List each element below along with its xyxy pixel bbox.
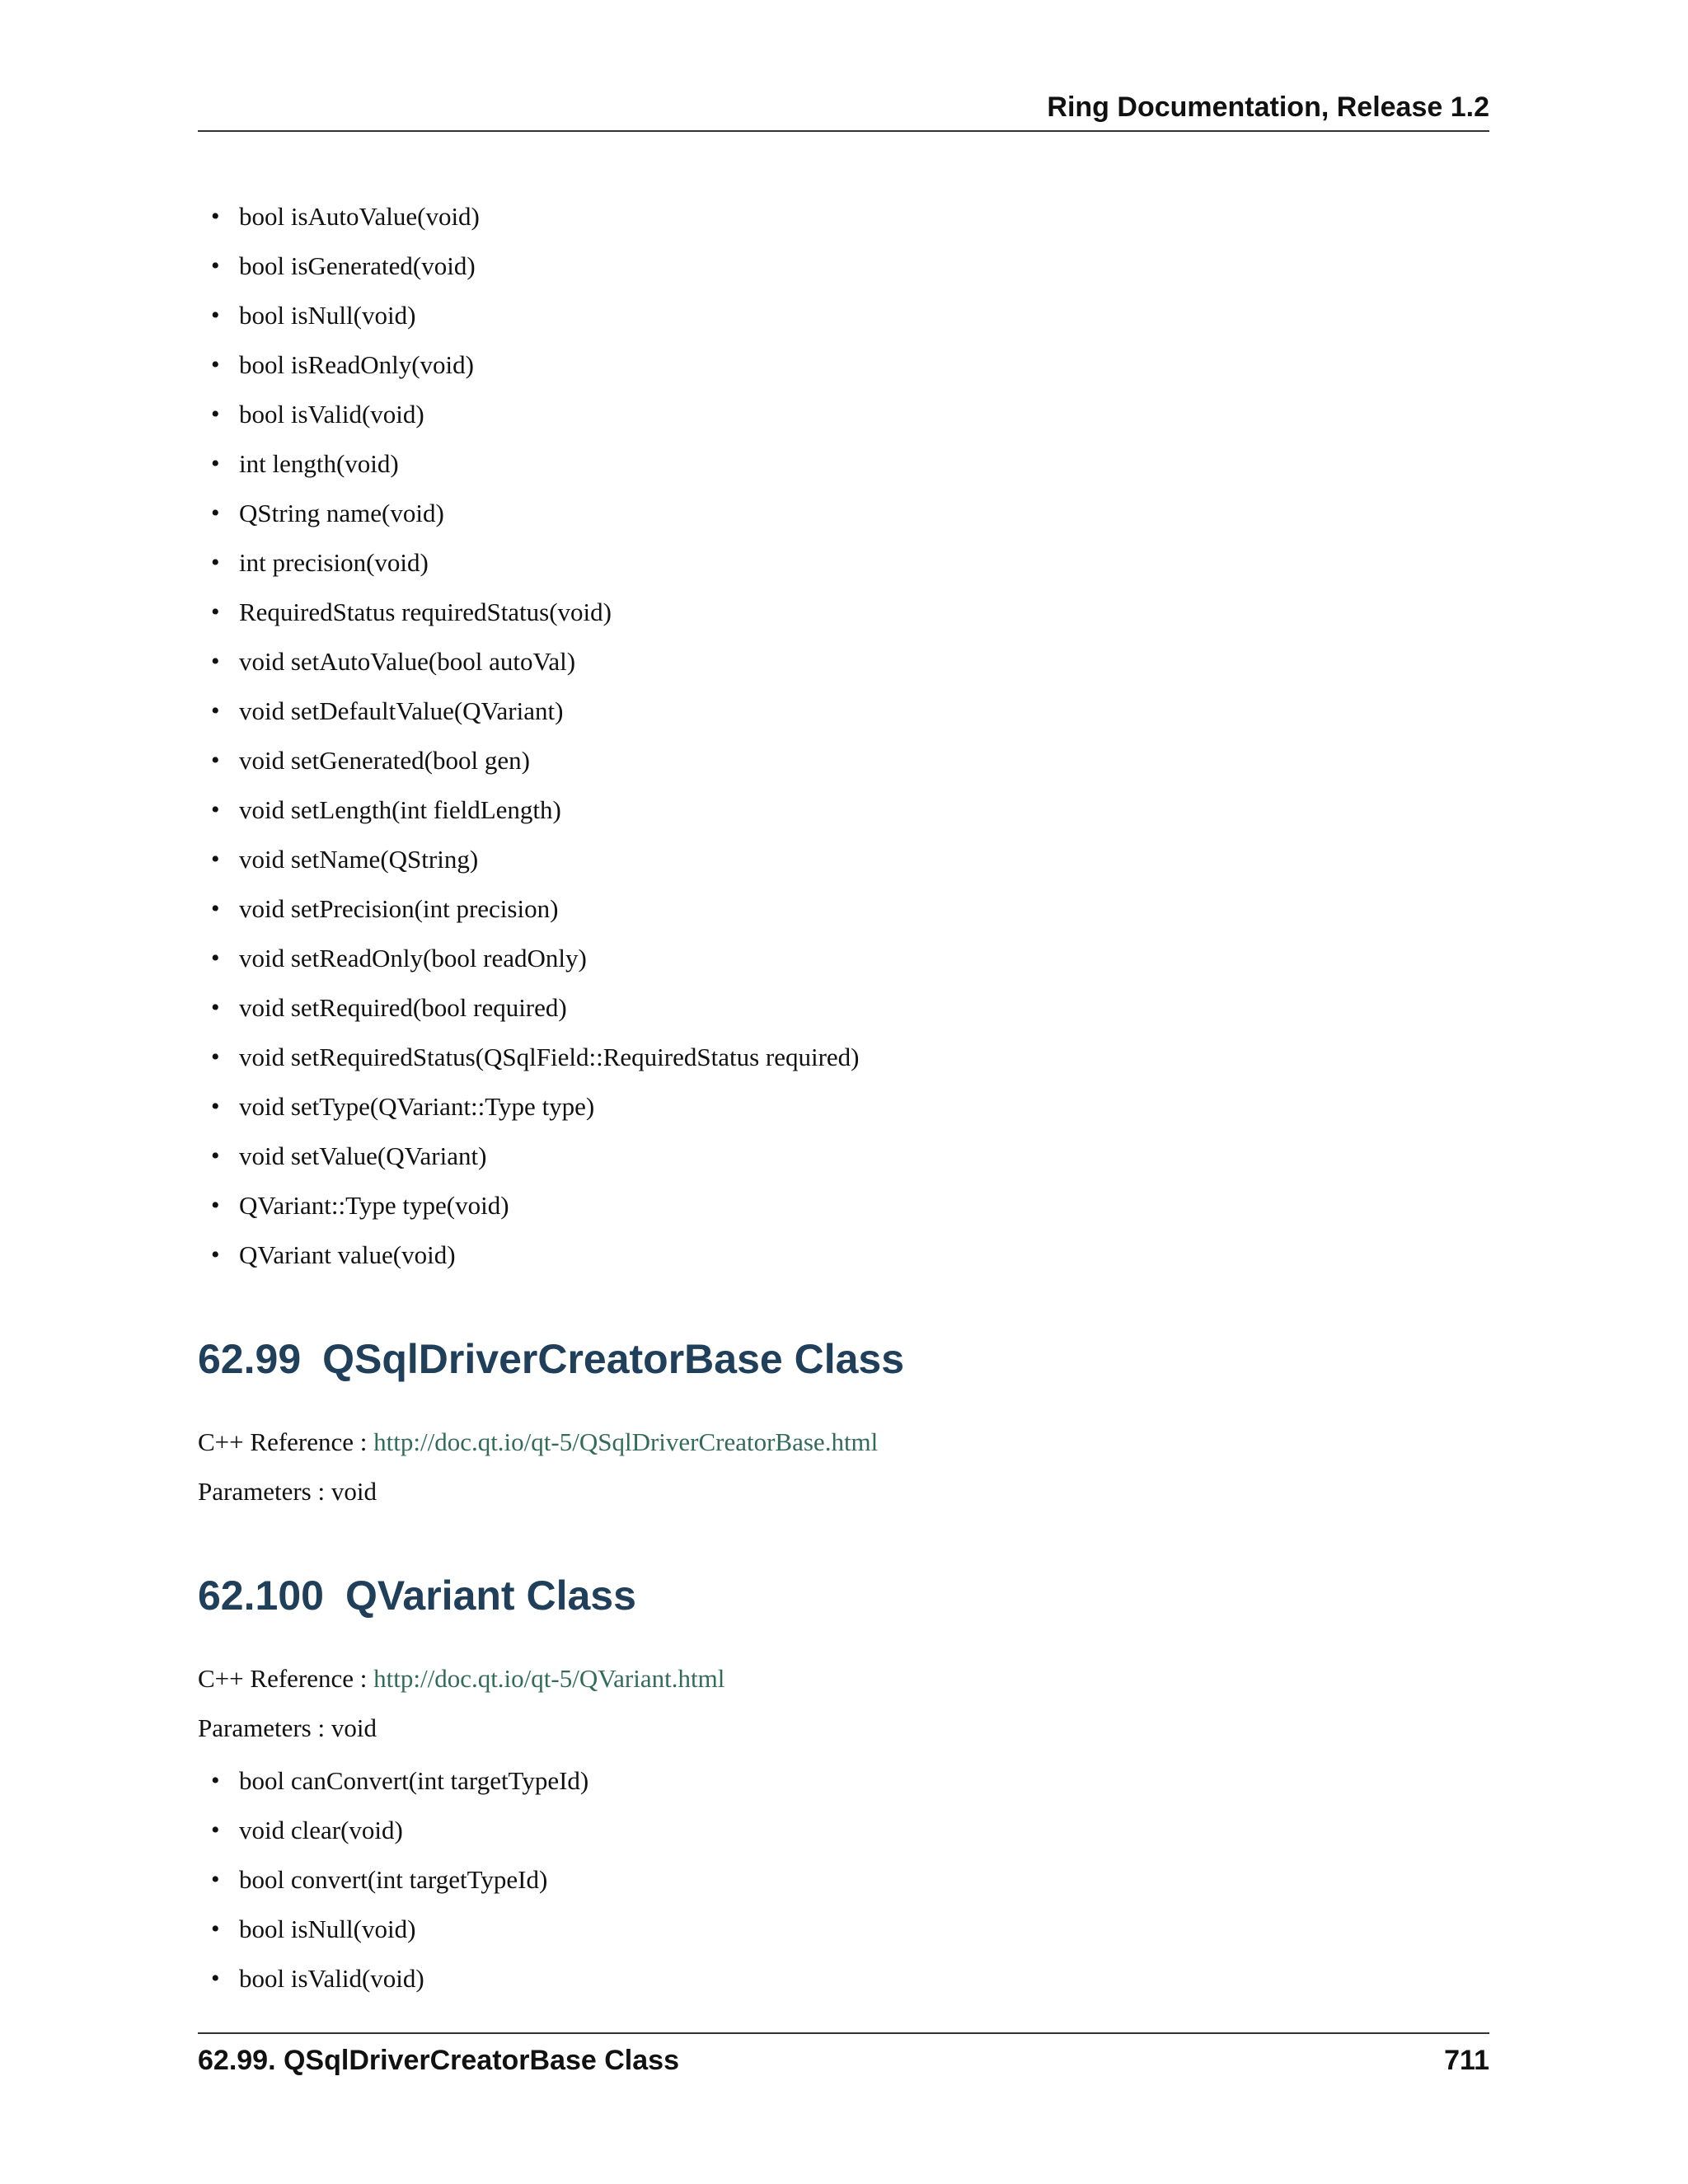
parameters-text: Parameters : void bbox=[198, 1477, 377, 1506]
reference-link[interactable]: http://doc.qt.io/qt-5/QSqlDriverCreatorBase.html bbox=[373, 1427, 879, 1456]
footer-section-label: 62.99. QSqlDriverCreatorBase Class bbox=[198, 2045, 679, 2076]
reference-link[interactable]: http://doc.qt.io/qt-5/QVariant.html bbox=[373, 1664, 725, 1693]
reference-label: C++ Reference : bbox=[198, 1427, 374, 1456]
method-item: • void setName(QString) bbox=[239, 835, 860, 884]
method-item: • bool isReadOnly(void) bbox=[239, 340, 860, 390]
method-item: • void setType(QVariant::Type type) bbox=[239, 1082, 860, 1132]
qsqlfield-method-list bbox=[239, 192, 860, 1280]
document-title: Ring Documentation, Release 1.2 bbox=[1047, 91, 1489, 123]
method-item: • void setDefaultValue(QVariant) bbox=[239, 687, 860, 736]
method-item: • bool isNull(void) bbox=[239, 291, 860, 340]
section-title: QVariant Class bbox=[345, 1572, 636, 1619]
cpp-reference bbox=[198, 1424, 878, 1460]
method-item: • int length(void) bbox=[239, 439, 860, 489]
qvariant-method-list bbox=[239, 1756, 588, 2004]
method-item: • bool isGenerated(void) bbox=[239, 241, 860, 291]
method-item: • bool canConvert(int targetTypeId) bbox=[239, 1756, 588, 1806]
method-item: • void setValue(QVariant) bbox=[239, 1132, 860, 1181]
reference-label: C++ Reference : bbox=[198, 1664, 374, 1693]
method-item: • bool isValid(void) bbox=[239, 1954, 588, 2004]
method-item: • void setRequired(bool required) bbox=[239, 983, 860, 1033]
page-number: 711 bbox=[1444, 2045, 1489, 2076]
section-title: QSqlDriverCreatorBase Class bbox=[322, 1336, 905, 1382]
method-item: • void clear(void) bbox=[239, 1806, 588, 1855]
page-header bbox=[198, 91, 1489, 132]
method-item: • bool convert(int targetTypeId) bbox=[239, 1855, 588, 1905]
method-item: • int precision(void) bbox=[239, 538, 860, 588]
section-heading-qvariant bbox=[198, 1571, 636, 1620]
method-item: • void setAutoValue(bool autoVal) bbox=[239, 637, 860, 687]
method-item: • bool isAutoValue(void) bbox=[239, 192, 860, 241]
section-heading-qsqldrivercreatorbase bbox=[198, 1334, 904, 1384]
method-item: • void setGenerated(bool gen) bbox=[239, 736, 860, 785]
method-item: • void setRequiredStatus(QSqlField::RequiredStatus required) bbox=[239, 1033, 860, 1082]
section-number: 62.99 bbox=[198, 1336, 302, 1382]
cpp-reference bbox=[198, 1661, 724, 1697]
method-item: • RequiredStatus requiredStatus(void) bbox=[239, 588, 860, 637]
method-item: • QVariant value(void) bbox=[239, 1230, 860, 1280]
method-item: • bool isValid(void) bbox=[239, 390, 860, 439]
section-number: 62.100 bbox=[198, 1572, 324, 1619]
method-item: • QVariant::Type type(void) bbox=[239, 1181, 860, 1230]
method-item: • void setReadOnly(bool readOnly) bbox=[239, 934, 860, 983]
parameters-text: Parameters : void bbox=[198, 1713, 377, 1742]
method-item: • bool isNull(void) bbox=[239, 1905, 588, 1954]
method-item: • void setLength(int fieldLength) bbox=[239, 785, 860, 835]
method-item: • void setPrecision(int precision) bbox=[239, 884, 860, 934]
page-footer bbox=[198, 2032, 1489, 2092]
method-item: • QString name(void) bbox=[239, 489, 860, 538]
